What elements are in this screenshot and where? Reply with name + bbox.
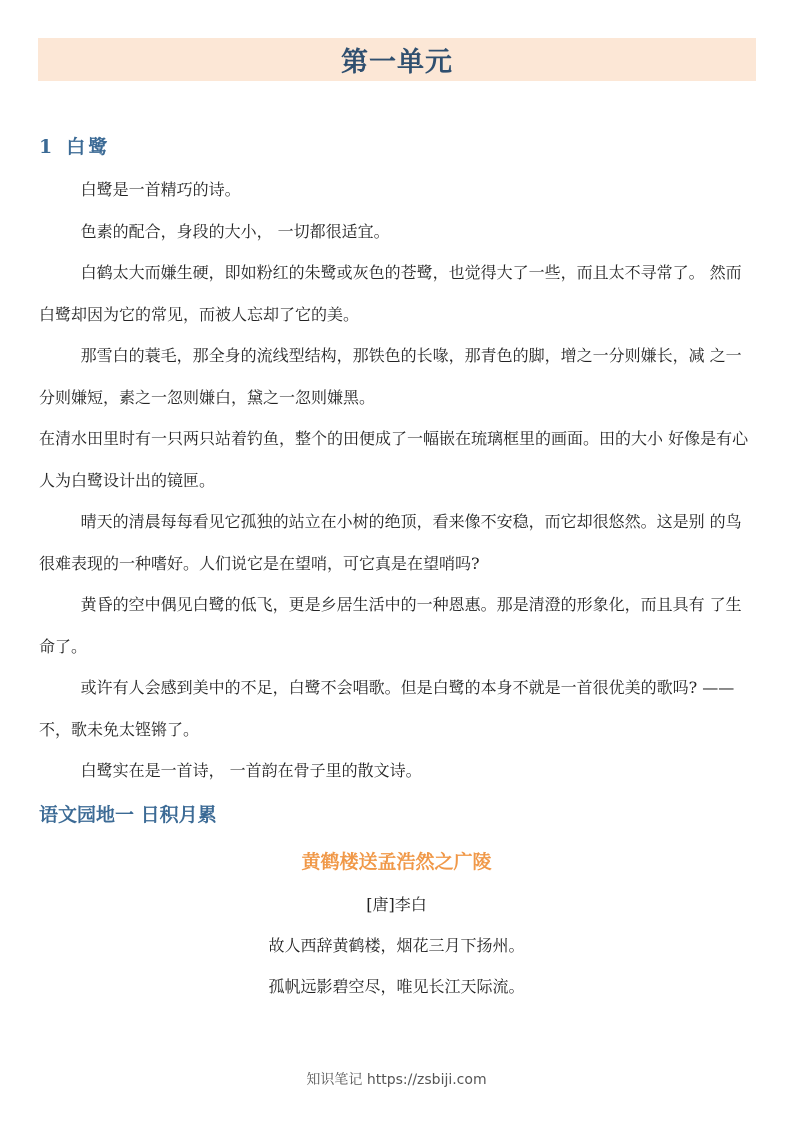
lesson-number: 1 [39, 136, 53, 158]
unit-title: 第一单元 [341, 47, 453, 78]
paragraph: 白鹭实在是一首诗， 一首韵在骨子里的散文诗。 [80, 761, 422, 780]
poem-line: 故人西辞黄鹤楼，烟花三月下扬州。 [268, 936, 525, 955]
paragraph: 白鹤太大而嫌生硬，即如粉红的朱鹭或灰色的苍鹭，也觉得大了一些，而且太不寻常了。 然而白鹭却因为它的常见，而被人忘却了它的美。 [39, 263, 742, 324]
section-heading: 语文园地一 日积月累 [39, 804, 217, 826]
paragraph: 色素的配合，身段的大小， 一切都很适宜。 [80, 221, 390, 241]
footer-watermark: 知识笔记 https://zsbiji.com [306, 1072, 487, 1088]
paragraph: 晴天的清晨每每看见它孤独的站立在小树的绝顶，看来像不安稳，而它却很悠然。这是别 的鸟很难表现的一种嗜好。人们说它是在望哨，可它真是在望哨吗? [39, 512, 742, 573]
poem-author: [唐]李白 [366, 895, 427, 914]
poem-line: 孤帆远影碧空尽，唯见长江天际流。 [268, 977, 525, 996]
lesson-body [39, 169, 751, 792]
poem [0, 846, 793, 1002]
lesson-heading [39, 132, 110, 159]
paragraph: 或许有人会感到美中的不足，白鹭不会唱歌。但是白鹭的本身不就是一首很优美的歌吗? ——不，歌未免太铿锵了。 [39, 678, 735, 739]
unit-banner [38, 38, 756, 81]
paragraph: 在清水田里时有一只两只站着钓鱼，整个的田便成了一幅嵌在琉璃框里的画面。田的大小 好像是有心人为白鹭设计出的镜匣。 [39, 429, 749, 490]
paragraph: 黄昏的空中偶见白鹭的低飞，更是乡居生活中的一种恩惠。那是清澄的形象化，而且具有 了生命了。 [39, 595, 742, 656]
lesson-title: 白鹭 [66, 136, 111, 158]
paragraph: 那雪白的蓑毛，那全身的流线型结构，那铁色的长喙，那青色的脚，增之一分则嫌长，减 之一分则嫌短，素之一忽则嫌白，黛之一忽则嫌黑。 [39, 346, 742, 407]
paragraph: 白鹭是一首精巧的诗。 [80, 180, 241, 199]
poem-title: 黄鹤楼送孟浩然之广陵 [301, 851, 492, 873]
